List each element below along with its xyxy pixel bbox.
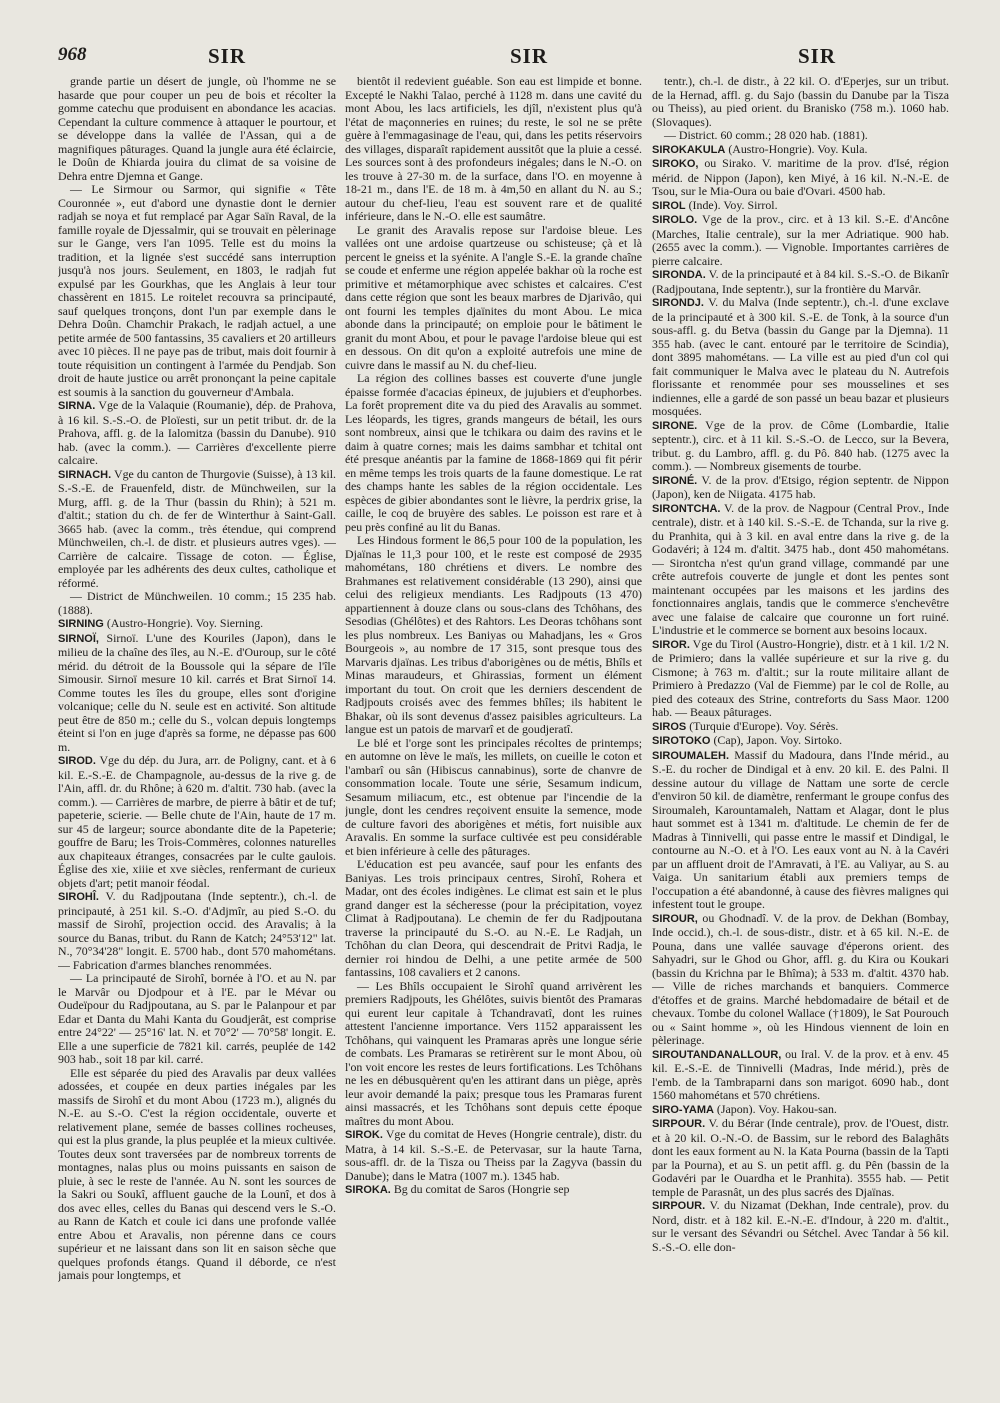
entry-headword: SIRONDJ. [652,297,704,309]
entry-text: V. du Nizamat (Dekhan, Inde centrale), prov. du Nord, distr. et à 182 kil. E.-N.-E. d'Indour, à 220 m. d'altit., sur le versant des Sévandri ou Sétchel. Avec Tandar à 56 kil. S.-S.-O. elle don- [652,1198,949,1254]
entry-text: Vge du comitat de Heves (Hongrie centrale), distr. du Matra, à 14 kil. S.-S.-E. de Petervasar, sur la haute Tarna, sous-affl. dr. de la Tisza ou Theiss par la Zagyva (bassin du Danube); dans le Matra (1007 m.). 1345 hab. [345,1127,642,1183]
entry-text: Vge du Tirol (Austro-Hongrie), distr. et à 1 kil. 1/2 N. de Primiero; dans la vallée supérieure et sur la rive g. du Cismone; à 763 m. d'altit.; sur la route militaire allant de Primiero à Predazzo (Val de Fiemme) par le col de Rolle, au pied des coteaux des Strine, contreforts du Sass Maor. 1200 hab. — Beaux pâturages. [652,636,949,719]
entry-paragraph [58,972,336,1067]
entry-text: — District. 60 comm.; 28 020 hab. (1881). [664,128,868,142]
entry-headword: SIROS [652,720,687,733]
entry-headword: SIRNA. [58,400,96,412]
entry-paragraph [345,858,642,980]
dictionary-entry [652,1117,949,1199]
entry-text: — La principauté de Sirohî, bornée à l'O. et au N. par le Marvâr ou Djodpour et à l'E. par le Mévar ou Oudeïpour du Radjpoutana, au S. par le Palanpour et par Edar et Danta du Mahi Kanta du Goudjerât, est comprise entre 24°22' — 25°16' lat. N. et 70°2' — 70°58' longit. E. Elle a une superficie de 7821 kil. carrés, peuplée de 142 903 hab., soit 18 par kil. carré. [58,971,336,1066]
entry-text: Vge du canton de Thurgovie (Suisse), à 13 kil. S.-S.-E. de Frauenfeld, distr. de Münchweilen, sur la Murg, affl. g. de la Thur (bassin du Rhin); à 521 m. d'altit.; station du ch. de fer de Winterthur à Saint-Gall. 3665 hab. (avec la comm., très étendue, qui comprend Münchweilen, ch.-l. de distr. et plusieurs autres vges). — Carrière de calcaire. Tissage de coton. — Église, employée par les adhérents des deux cultes, catholique et réformé. [58,466,336,590]
dictionary-entry [652,720,949,735]
entry-headword: SIROL [652,199,686,212]
entry-text: Elle est séparée du pied des Aravalis par deux vallées adossées, et coupée en deux parties inégales par les massifs de Sirohî et du mont Abou (1723 m.), alignés du N.-E. au S.-O. C'est la région occidentale, ouverte et relativement plane, semée de basses collines rocheuses, qui est la plus grande, la plus peuplée et la mieux cultivée. Toutes deux sont traversées par de nombreux torrents de montagnes, nalas plus ou moins puissants en saison de pluie, à sec le reste de l'année. Au N. sont les sources de la Sakri ou Soukî, affluent gauche de la Lounî, et dos à dos avec elles, celles du Banas qui descend vers le S.-O. au Rann de Katch et coule ici dans une profonde vallée entre Abou et Aravalis, non pérenne dans ce cours supérieur et ne laissant dans son lit en saison sèche que quelques profonds étangs. Quand il déborde, ce n'est jamais pour longtemps, et [58,1065,336,1282]
dictionary-entry [652,1103,949,1118]
entry-headword: SIROK. [345,1129,383,1141]
entry-headword: SIRNACH. [58,468,112,481]
entry-text: ou Iral. V. de la prov. et à env. 45 kil. E.-S.-E. de Tinnivelli (Madras, Inde mérid.), près de l'emb. de la Tambraparni dans son marigot. 6090 hab., dont 1560 mahométans et 570 chrétiens. [652,1046,949,1102]
entry-text: Sirnoï. L'une des Kouriles (Japon), dans le milieu de la chaîne des îles, au N.-E. d'Ouroup, sur le côté mérid. du détroit de la Boussole qui la sépare de l'île Simousir. Sirnoï mesure 10 kil. carrés et Brat Sirnoï 14. Comme toutes les îles du groupe, elles sont d'origine volcanique; celle du N. seule est en activité. Son altitude peut être de 850 m.; celle du S., volcan depuis longtemps éteint si l'on en juge d'après sa forme, ne dépasse pas 600 m. [58,630,336,754]
entry-text: Massif du Madoura, dans l'Inde mérid., au S.-E. du rocher de Dindigal et à env. 20 kil. E. des Palni. Il dessine autour du village de Nattam une sorte de cercle d'environ 50 kil. de diamètre, renfermant le groupe confus des Siroumaleh, Karountamaleh, Nattam et Alagar, dont le plus haut sommet est à 1341 m. d'altitude. Le chemin de fer de Madras à Tinnivelli, qui passe entre le massif et Dindigal, le contourne au N.-O. et à l'O. Les eaux vont au N. à la Cavéri par un affluent droit de l'Amravati, à l'E. au Valiyar, au S. au Vaiga. Un sanitarium établi aux premiers temps de l'occupation a été abandonné, à cause des fièvres malignes qui infestent tout le groupe. [652,747,949,911]
entry-text: (Japon). Voy. Hakou-san. [713,1101,837,1116]
entry-headword: SIROR. [652,638,690,651]
entry-paragraph [652,129,949,143]
entry-paragraph [58,183,336,399]
entry-text: (Turquie d'Europe). Voy. Sérès. [686,718,839,733]
entry-text: Bg du comitat de Saros (Hongrie sep [390,1182,570,1196]
entry-text: V. du Malva (Inde septentr.), ch.-l. d'une exclave de la principauté et à 300 kil. S.-E. de Tonk, à la source d'un sous-affl. g. du Betva (bassin du Gange par la Djemna). 11 355 hab. (avec le cant. entouré par le territoire de Scindia), dont 3895 mahométans. — La ville est au pied d'un col qui fait communiquer le Malva avec le plateau du N. Autrefois florissante et renommée pour ses mousselines et ses indiennes, elle a gardé de son passé un beau bazar et plusieurs mosquées. [652,295,949,418]
entry-text: Vge du dép. du Jura, arr. de Poligny, cant. et à 6 kil. E.-S.-E. de Champagnole, au-dessus de la rive g. de l'Ain, affl. dr. du Rhône; à 620 m. d'altit. 730 hab. (avec la comm.). — Carrières de marbre, de pierre à bâtir et de tuf; papeterie, scierie. — Belle chute de l'Ain, haute de 17 m. sur 45 de largeur; source abondante dite de la Papeterie; gouffre de Baru; les Trois-Commères, colonnes naturelles aux chapiteaux étranges, consacrées par le culte gaulois. Église des xie, xiiie et xve siècles, renfermant de curieux objets d'art; petit manoir féodal. [58,753,336,890]
dictionary-entry [652,502,949,638]
page-number: 968 [58,44,87,65]
entry-paragraph [345,980,642,1129]
entry-headword: SIROTOKO [652,735,711,747]
entry-text: (Cap), Japon. Voy. Sirtoko. [710,733,843,747]
entry-paragraph [345,737,642,859]
entry-text: Vge de la prov. de Côme (Lombardie, Italie septentr.), circ. et à 11 kil. S.-S.-O. de Lecco, sur la Bevera, tribut. g. du Lambro, affl. g. du Pô. 840 hab. (1275 avec la comm.). — Nombreux gisements de tourbe. [652,417,949,473]
entry-paragraph [345,224,642,373]
entry-text: L'éducation est peu avancée, sauf pour les enfants des Baniyas. Les trois principaux centres, Sirohî, Rohera et Madar, ont des écoles indigènes. Le climat est sain et le plus grand danger est la sécheresse (pour la précipitation, voyez Climat à Radjpoutana). Le chemin de fer du Radjpoutana traverse la principauté du S.-O. au N.-E. Le Radjah, un Tchôhan du clan Deora, qui descendrait de Pritvi Radja, le dernier roi hindou de Delhi, a une petite armée de 500 fantassins, 108 cavaliers et 2 canons. [345,857,642,979]
entry-headword: SIRONE. [652,419,698,432]
entry-headword: SIROUTANDANALLOUR, [652,1048,782,1061]
entry-headword: SIRONÉ. [652,474,698,487]
dictionary-entry [652,143,949,158]
dictionary-entry [345,1128,642,1183]
entry-text: V. de la principauté et à 84 kil. S.-S.-O. de Bikanîr (Radjpoutana, Inde septentr.), sur la frontière du Marvâr. [652,267,949,296]
entry-text: tentr.), ch.-l. de distr., à 22 kil. O. d'Eperjes, sur un tribut. de la Hernad, affl. g. du Sajo (bassin du Danube par la Tisza ou Theiss), au pied orient. du Branisko (758 m.). 1060 hab. (Slovaques). [652,75,949,129]
entry-headword: SIROHÎ. [58,891,99,903]
dictionary-entry [58,754,336,890]
entry-headword: SIRPOUR. [652,1200,706,1212]
entry-text: Les Hindous forment le 86,5 pour 100 de la population, les Djaïnas le 11,3 pour 100, et le reste est composé de 2935 mahométans, 180 chrétiens et divers. Le nombre des Brahmanes est relativement considérable (13 290), ainsi que celui des religieux mendiants. Les Radjpouts (13 470) appartiennent à douze clans ou sous-clans des Tchôhans, des Sesodias (Ghélôtes) et des Rahtors. Les Deoras tchôhans sont les plus nombreux. Les Baniyas ou Mahadjans, les « Gros Bourgeois », au nombre de 17 315, sont presque tous des Marvaris djaïnas. Les tribus d'aborigènes ou de métis, Bhîls et Minas maraudeurs, et Ghirassias, forment un élément important du tout. On croit que les derniers descendent de Radjpouts croisés avec des femmes bhîles; ils habitent le Bhakar, où ils sont devenus d'assez paisibles agriculteurs. La langue est un patois de marvarî et de goudjeratî. [345,533,642,736]
dictionary-entry [58,632,336,755]
entry-text: grande partie un désert de jungle, où l'homme ne se hasarde que pour couper un peu de bois et récolter la gomme catechu que produisent en abondance les acacias. Cependant la culture commence à attaquer le pourtour, et se développe dans la vallée de l'Assan, qui a de magnifiques pâturages. Quand la jungle aura été éclaircie, le Doûn de Khiarda jouira du climat de sa voisine de Dehra entre Djemna et Gange. [58,75,336,183]
entry-headword: SIRPOUR. [652,1118,706,1130]
entry-headword: SIROD. [58,755,96,767]
dictionary-entry [58,617,336,632]
dictionary-entry [652,1199,949,1254]
dictionary-entry [652,199,949,214]
dictionary-entry [652,912,949,1048]
entry-headword: SIROKO, [652,158,699,170]
entry-headword: SIRNOÏ, [58,632,99,645]
entry-paragraph [345,534,642,737]
text-column-right [652,75,949,1375]
dictionary-entry [652,296,949,419]
entry-text: La région des collines basses est couverte d'une jungle épaisse formée d'acacias épineux, de jujubiers et d'euphorbes. La forêt proprement dite va du pied des Aravalis au sommet. Les léopards, les tigres, grands mangeurs de bétail, les ours sont nombreux, ainsi que le tchikara ou daim des ravins et le daim à quatre cornes; mais les daims sambhar et tchital ont été presque anéantis par la famine de 1868-1869 qui fit périr en même temps les trois quarts de la faune domestique. Le rat des champs hante les sables de la région occidentale. Les espèces de gibier abondantes sont le lièvre, la perdrix grise, la caille, le coq de bruyère des sables. Le poisson est rare et à peu près confiné au lit du Banas. [345,371,642,534]
entry-paragraph [345,372,642,534]
dictionary-entry [652,638,949,720]
entry-text: V. du Radjpoutana (Inde septentr.), ch.-l. de principauté, à 251 kil. S.-O. d'Adjmîr, au pied S.-O. du massif de Sirohî, projection occid. des Aravalis; à la source du Banas, tribut. du Rann de Katch; 24°53'12" lat. N., 70°34'28" longit. E. 5700 hab., dont 570 mahométans. — Fabrication d'armes blanches renommées. [58,889,336,972]
dictionary-entry [58,890,336,972]
entry-headword: SIROUR, [652,912,698,925]
entry-paragraph [58,1067,336,1283]
entry-text: (Austro-Hongrie). Voy. Sierning. [103,616,264,630]
dictionary-entry [652,157,949,199]
entry-headword: SIRNING [58,618,104,630]
entry-text: ou Ghodnadî. V. de la prov. de Dekhan (Bombay, Inde occid.), ch.-l. de sous-distr., distr. et à 65 kil. N.-E. de Pouna, dans une vallée sauvage d'éperons orient. des Sahyadri, sur le Ghod ou Ghor, affl. g. du Kira ou Koukari (bassin du Krichna par le Bhîma); à 533 m. d'altit. 4370 hab. — Ville de riches marchands et banquiers. Commerce d'étoffes et de grains. Marché hebdomadaire de bétail et de chevaux. Tombe du colonel Wallace (†1809), le Sat Pourouch ou « Saint homme », où les Hindous viennent de loin en pèlerinage. [652,910,949,1047]
entry-headword: SIRONTCHA. [652,502,721,515]
dictionary-entry [58,468,336,591]
entry-text: V. de la prov. d'Etsigo, région septentr. de Nippon (Japon), ken de Niigata. 4175 hab. [652,472,949,501]
text-column-left [58,75,336,1375]
entry-text: (Austro-Hongrie). Voy. Kula. [725,141,868,156]
dictionary-entry [345,1183,642,1198]
entry-text: Vge de la prov., circ. et à 13 kil. S.-E. d'Ancône (Marches, Italie centrale), sur la mer Adriatique. 900 hab. (2655 avec la comm.). — Vignoble. Importantes carrières de pierre calcaire. [652,212,949,268]
entry-headword: SIROUMALEH. [652,749,729,762]
entry-paragraph [58,590,336,617]
entry-text: V. du Bérar (Inde centrale), prov. de l'Ouest, distr. et à 20 kil. O.-N.-O. de Bassim, sur le rebord des Balaghâts dont les eaux forment au N. la Kata Pourna (bassin de la Tapti par la Pourna), et au S. un petit affl. g. du Pên (bassin de la Godavéri par le Ouardha et le Pranhita). 3555 hab. — Petit temple de Parasnât, un des plus sacrés des Djaïnas. [652,1116,949,1199]
entry-text: ou Sirako. V. maritime de la prov. d'Isé, région mérid. de Nippon (Japon), ken Miyé, à 16 kil. N.-N.-E. de Tsou, sur le Mia-Oura ou baie d'Ovari. 4500 hab. [652,156,949,198]
entry-text: Le blé et l'orge sont les principales récoltes de printemps; en automne on lève le maïs, les millets, on cueille le coton et l'ambarî ou sân (Hibiscus cannabinus), sorte de chanvre de consommation locale. Toute une série, Sesamum indicum, Sesamum miliacum, etc., est obtenue par l'incendie de la jungle, dont les cendres reçoivent ensuite la semence, mode de culture favori des aborigènes et métis, fort nuisible aux Aravalis. En somme la surface cultivée est peu considérable et bien inférieure à celle des pâturages. [345,735,642,858]
entry-text: Le granit des Aravalis repose sur l'ardoise bleue. Les vallées ont une ardoise quartzeuse ou schisteuse; çà et là percent le gneiss et la syénite. A l'angle S.-E. la grande chaîne se coude et enferme une région appelée bakhar où la roche est primitive et métamorphique avec schistes et calcaires. C'est dans cette région que sont les beaux marbres de Djarivâo, qui ont fourni les temples djaïnites du mont Abou. Le mica abonde dans la principauté; on emploie pour le bâtiment le granit du mont Abou, et pour le pavage l'ardoise bleue qui est en dessous. On dit qu'on a exploité autrefois une mine de cuivre dans le massif au N. du chef-lieu. [345,222,642,372]
dictionary-entry [58,399,336,468]
running-head-left: SIR [208,44,247,68]
entry-paragraph [345,75,642,224]
entry-text: — Le Sirmour ou Sarmor, qui signifie « Tête Couronnée », eut d'abord une dynastie dont le dernier radjah se noya et fut remplacé par Agar Saïn Raval, de la famille royale de Djessalmir, qui se trouvait en pèlerinage sur le Gange, vers l'an 1095. Telle est du moins la tradition, et la lignée s'est succédé sans interruption jusqu'à nos jours. Seulement, en 1803, le radjah fut expulsé par les Gourkhas, que les Anglais à leur tour chassèrent en 1815. Le roitelet recouvra sa principauté, sauf quelques tronçons, dont l'un par exemple dans le Dehra Doûn. Chamchir Prakach, le radjah actuel, a une petite armée de 500 fantassins, 35 cavaliers et 20 artilleurs avec 10 pièces. Il ne paye pas de tribut, mais doit fournir à toute réquisition un contingent à l'armée du Pendjab. Son droit de haute justice ou arrêt prononçant la peine capitale est soumis à la sanction du gouverneur d'Ambala. [58,182,336,399]
dictionary-entry [652,268,949,296]
running-head-center: SIR [510,44,549,68]
entry-text: V. de la prov. de Nagpour (Central Prov., Inde centrale), distr. et à 140 kil. S.-S.-E. de Tchanda, sur la rive g. du Pranhita, qui à 3 kil. en aval entre dans la rive g. de la Godavéri; à 124 m. d'altit. 3475 hab., dont 450 mahométans. — Sirontcha n'est qu'un grand village, commandé par une crête autrefois couverte de jungle et dont les pentes sont maintenant occupées par les maisons et les jardins des fonctionnaires anglais, tandis que le commerce s'enchevêtre avec une falaise de calcaire que couronne un fort ruiné. L'industrie et le commerce se bornent aux besoins locaux. [652,500,949,637]
entry-text: — District de Münchweilen. 10 comm.; 15 235 hab. (1888). [58,589,336,617]
entry-headword: SIROLO. [652,214,698,226]
entry-paragraph [58,75,336,183]
entry-text: — Les Bhîls occupaient le Sirohî quand arrivèrent les premiers Radjpouts, les Ghélôtes, suivis bientôt des Pramaras qui eurent leur capitale à Tchandravatî, dont les ruines attestent l'ancienne importance. Vers 1152 apparaissent les Tchôhans, qui vainquent les Pramaras après une longue série de combats. Les Pramaras se retirèrent sur le mont Abou, où l'on voit encore les restes de leurs fortifications. Les Tchôhans ne les en débusquèrent qu'en les attirant dans un piège, après leur avoir demandé la paix; presque tous les Pramaras furent ainsi massacrés, et les Tchôhans sont depuis cette époque maîtres du mont Abou. [345,978,642,1128]
entry-headword: SIROKAKULA [652,143,726,156]
entry-text: (Inde). Voy. Sirrol. [685,197,778,212]
entry-text: Vge de la Valaquie (Roumanie), dép. de Prahova, à 16 kil. S.-S.-O. de Ploïesti, sur un petit tribut. dr. de la Prahova, affl. g. de la Ialomitza (bassin du Danube). 910 hab. (avec la comm.). — Carrières d'excellente pierre calcaire. [58,398,336,467]
dictionary-entry [652,734,949,749]
entry-headword: SIRONDA. [652,269,706,281]
text-column-middle [345,75,642,1375]
entry-paragraph [652,75,949,129]
running-head-right: SIR [798,44,837,68]
entry-text: bientôt il redevient guéable. Son eau est limpide et bonne. Excepté le Nakhi Talao, perché à 1128 m. dans une cavité du mont Abou, les lacs artificiels, les djîl, n'existent plus qu'à l'état de maçonneries en ruines; du reste, le sol ne se prête guère à l'emmagasinage de l'eau, qui, dans les petits réservoirs des villages, disparaît rapidement aussitôt que la pluie a cessé. Les sources sont à des profondeurs inégales; dans le N.-O. on les trouve à 27-30 m. de la surface, dans l'O. en moyenne à 18-21 m., dans l'E. de 18 m. à 4m,50 en allant du N. au S.; autour du chef-lieu, l'eau est souvent rare et de qualité inférieure, dans le N.-O. elle est saumâtre. [345,75,642,223]
dictionary-entry [652,213,949,268]
dictionary-entry [652,749,949,912]
dictionary-entry [652,419,949,474]
dictionary-entry [652,474,949,502]
running-header [58,44,942,74]
dictionary-entry [652,1048,949,1103]
entry-headword: SIRO-YAMA [652,1103,714,1116]
entry-headword: SIROKA. [345,1184,391,1196]
